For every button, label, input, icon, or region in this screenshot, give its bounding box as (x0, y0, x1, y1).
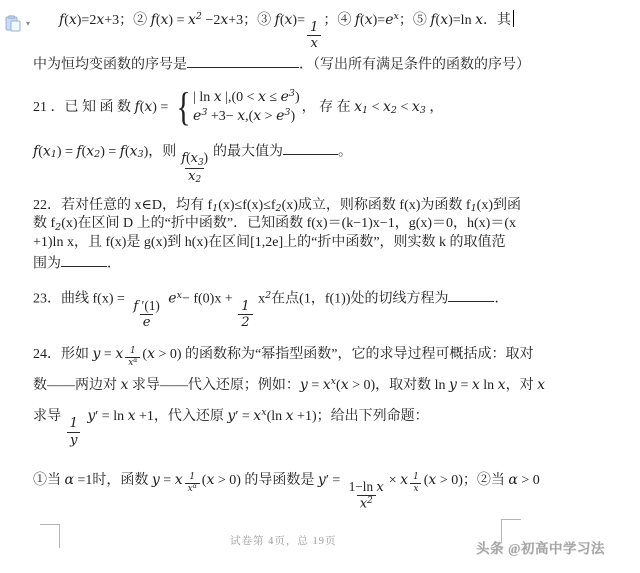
line-q21-max: $f(x_1) = f(x_2) = f(x_3)$，则 $\frac{f(x_3)}{x_2}$ 的最大值为 。 (33, 141, 616, 185)
watermark-text: 头条 @初高中学习法 (476, 541, 605, 556)
line-q22-2: 数 $f_2(x)$在区间 D 上的“折中函数”．已知函数 f(x)＝(k−1)x−1，g(x)＝0，h(x)＝(x (33, 216, 517, 233)
margin-crop-mark-left (40, 524, 60, 548)
answer-blank (448, 288, 494, 302)
text-cursor (513, 10, 515, 26)
line-q22-4: 围为 ． (33, 253, 616, 274)
line-q22-1: 22．若对任意的 x∈D，均有 $f_1(x)\le f(x)\le f_2(x)$成立，则称函数 f(x)为函数 $f_1(x)$到函 (33, 197, 521, 215)
line-q20-options: f(x)=2x+3；② $f(x) = x^2 -2x+3$；③ f(x)= $\frac{1}{x}$ ；④ $f(x)=e^x$；⑤ f(x)=ln x．其 (59, 10, 616, 52)
answer-blank (283, 141, 338, 155)
document-content[interactable] (0, 4, 640, 512)
line-q20-blank: 中为恒均变函数的序号是 ．（写出所有满足条件的函数的序号） (33, 54, 616, 76)
line-q21-function: 21 ．已 知 函 数 f(x) = { | ln x $|,(0 < x \le e^3)$ $e^3 +3- x,(x > e^3)$ ， 存 在 $x_1 < x_2 < x_3$ ， (33, 84, 444, 130)
line-q24-2: 数——两边对 x 求导——代入还原；例如：$y = x^x(x > 0)$，取对数 ln y = x ln x，对 x (33, 375, 545, 393)
answer-blank (187, 54, 299, 68)
dropdown-arrow-icon[interactable]: ▾ (26, 19, 31, 28)
page-number-footer: 试卷第 4页，总 19页 (230, 536, 337, 547)
line-q22-3: +1)ln x，且 f(x)是 g(x)到 h(x)在区间[1,2e]上的“折中函数”，则实数 k 的取值范 (33, 235, 506, 251)
line-q24-prop1: ①当 α =1时，函数 y = x $^{\frac{1}{x^\alpha}}$ (x > 0) 的导函数是 y′ = $\frac{\text{1−ln x}}{x^2}$ × x $^{\frac{1}{x}}$ (x > 0)；②当 α > 0 (33, 471, 540, 512)
answer-blank (61, 253, 107, 267)
line-q23: 23．曲线 f(x) = $\frac{f '(1)}{e}$ $e^x- f(0)x$ + $\frac{1}{2}$ $x^2$在点(1，f(1))处的切线方程为 ． (33, 289, 509, 330)
line-q24-3: 求导 $\frac{1}{y}$ y′ = ln x +1，代入还原 $y' = x^x(\ln$ x +1)；给出下列命题： (33, 407, 429, 448)
line-q24-1: 24．形如 y = x $^{\frac{1}{x^\alpha}}$ (x > 0) 的函数称为“幂指型函数”，它的求导过程可概括成：取对 (33, 345, 534, 368)
